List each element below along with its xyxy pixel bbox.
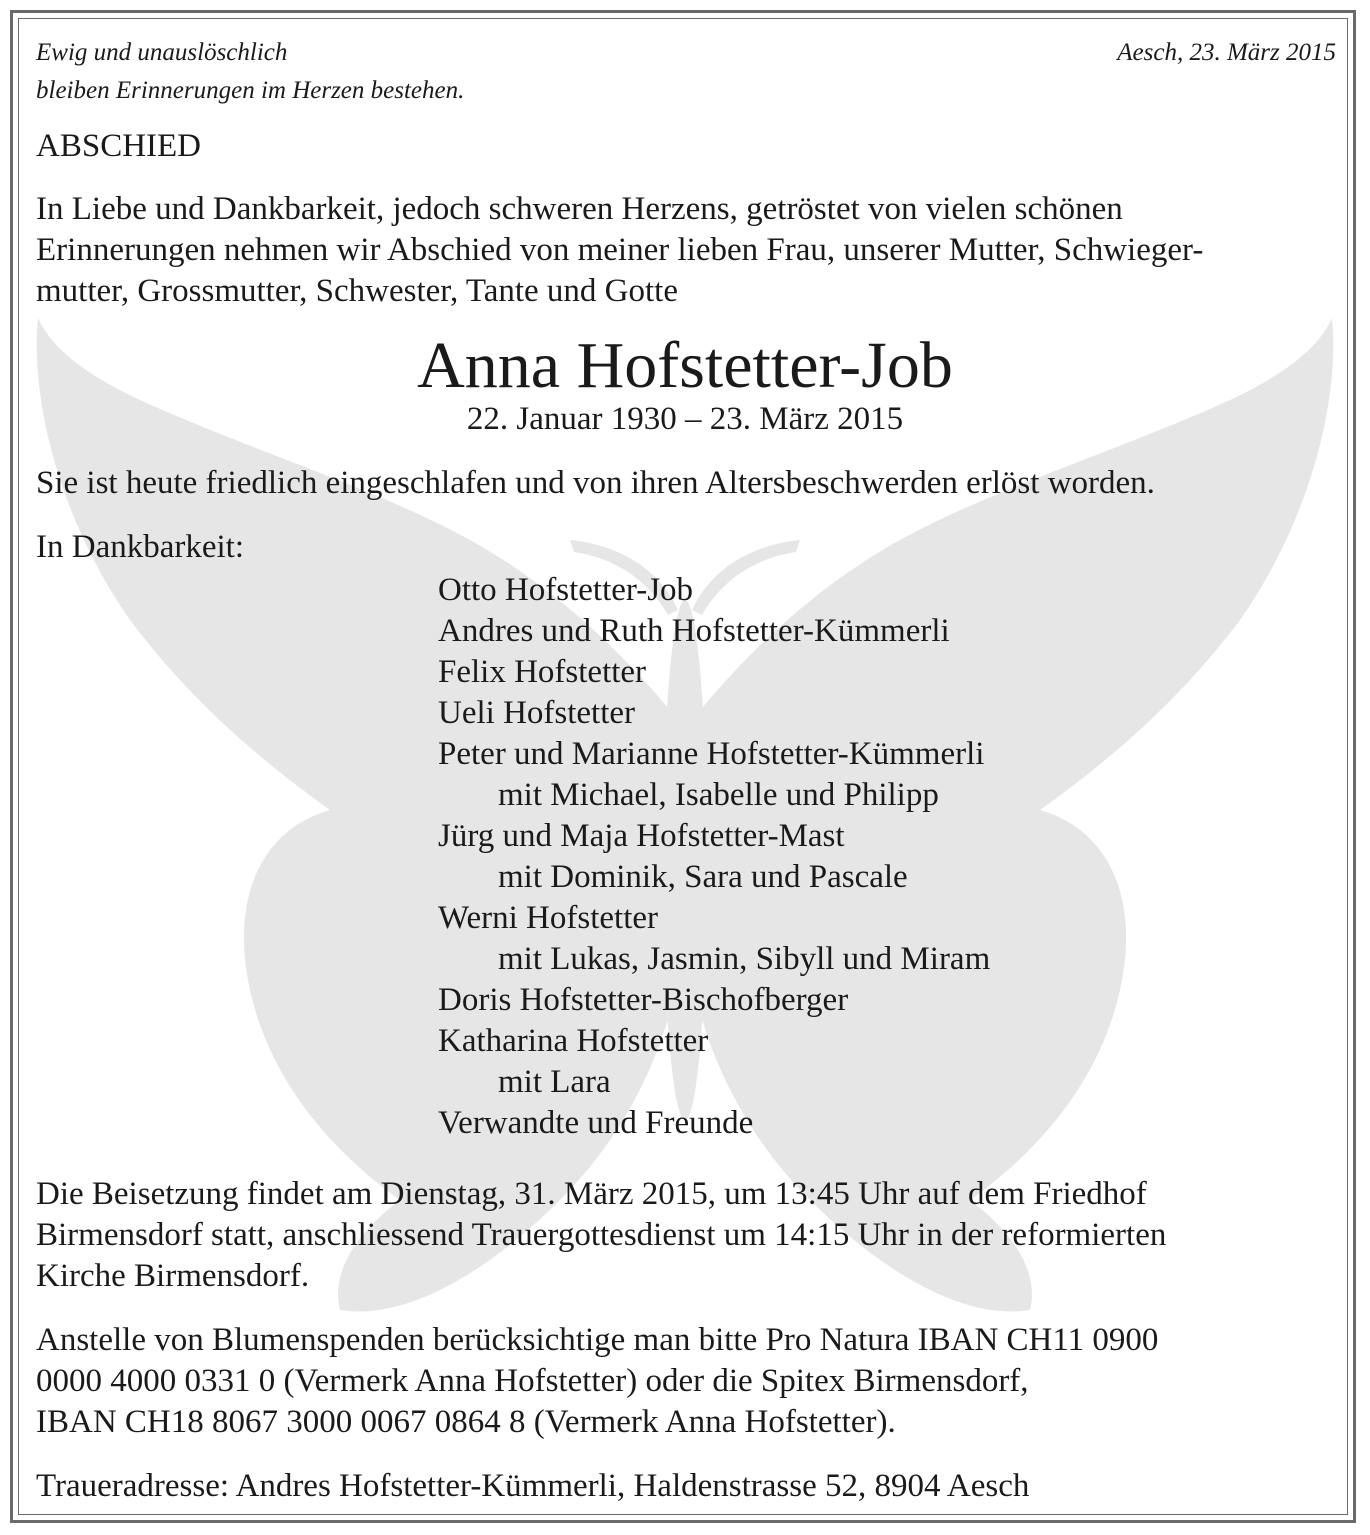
- life-dates: 22. Januar 1930 – 23. März 2015: [466, 401, 904, 437]
- mourning-address: Traueradresse: Andres Hofstetter-Kümmerli, Haldenstrasse 52, 8904 Aesch: [36, 1468, 1030, 1504]
- place-date: Aesch, 23. März 2015: [1117, 39, 1336, 66]
- mourner-entry: Peter und Marianne Hofstetter-Kümmerli: [438, 736, 985, 772]
- mourner-entry: Verwandte und Freunde: [438, 1105, 754, 1141]
- mourner-sub-entry: mit Lara: [498, 1064, 611, 1100]
- donation-line: IBAN CH18 8067 3000 0067 0864 8 (Vermerk Anna Hofstetter).: [36, 1404, 896, 1440]
- funeral-line: Kirche Birmensdorf.: [36, 1258, 310, 1294]
- mourner-entry: Katharina Hofstetter: [438, 1023, 709, 1059]
- intro-paragraph: [36, 189, 1203, 312]
- mourner-entry: Jürg und Maja Hofstetter-Mast: [438, 818, 845, 854]
- mourners-list: [438, 570, 990, 1144]
- mourner-sub-entry: mit Dominik, Sara und Pascale: [498, 859, 908, 895]
- notice-heading: ABSCHIED: [36, 128, 202, 164]
- mourner-entry: Werni Hofstetter: [438, 900, 659, 936]
- thanks-label: In Dankbarkeit:: [36, 529, 245, 565]
- mourner-entry: Ueli Hofstetter: [438, 695, 636, 731]
- mourner-entry: Doris Hofstetter-Bischofberger: [438, 982, 849, 1018]
- motto: [36, 34, 464, 110]
- funeral-paragraph: [36, 1174, 1166, 1297]
- motto-line: Ewig und unauslöschlich: [36, 39, 288, 66]
- intro-line: Erinnerungen nehmen wir Abschied von meiner lieben Frau, unserer Mutter, Schwieger-: [36, 232, 1204, 268]
- deceased-name: Anna Hofstetter-Job: [417, 329, 953, 402]
- intro-line: mutter, Grossmutter, Schwester, Tante und Gotte: [36, 273, 678, 309]
- mourner-entry: Andres und Ruth Hofstetter-Kümmerli: [438, 613, 950, 649]
- mourner-entry: Otto Hofstetter-Job: [438, 572, 694, 608]
- rest-statement: Sie ist heute friedlich eingeschlafen und von ihren Altersbeschwerden erlöst worden.: [36, 465, 1155, 501]
- donation-line: Anstelle von Blumenspenden berücksichtige man bitte Pro Natura IBAN CH11 0900: [36, 1322, 1159, 1358]
- mourner-sub-entry: mit Lukas, Jasmin, Sibyll und Miram: [498, 941, 991, 977]
- funeral-line: Die Beisetzung findet am Dienstag, 31. März 2015, um 13:45 Uhr auf dem Friedhof: [36, 1176, 1147, 1212]
- intro-line: In Liebe und Dankbarkeit, jedoch schweren Herzens, getröstet von vielen schönen: [36, 191, 1123, 227]
- mourner-sub-entry: mit Michael, Isabelle und Philipp: [498, 777, 939, 813]
- donation-line: 0000 4000 0331 0 (Vermerk Anna Hofstetter) oder die Spitex Birmensdorf,: [36, 1363, 1029, 1399]
- mourner-entry: Felix Hofstetter: [438, 654, 647, 690]
- motto-line: bleiben Erinnerungen im Herzen bestehen.: [36, 77, 465, 104]
- donation-paragraph: [36, 1320, 1158, 1443]
- funeral-line: Birmensdorf statt, anschliessend Trauergottesdienst um 14:15 Uhr in der reformierten: [36, 1217, 1167, 1253]
